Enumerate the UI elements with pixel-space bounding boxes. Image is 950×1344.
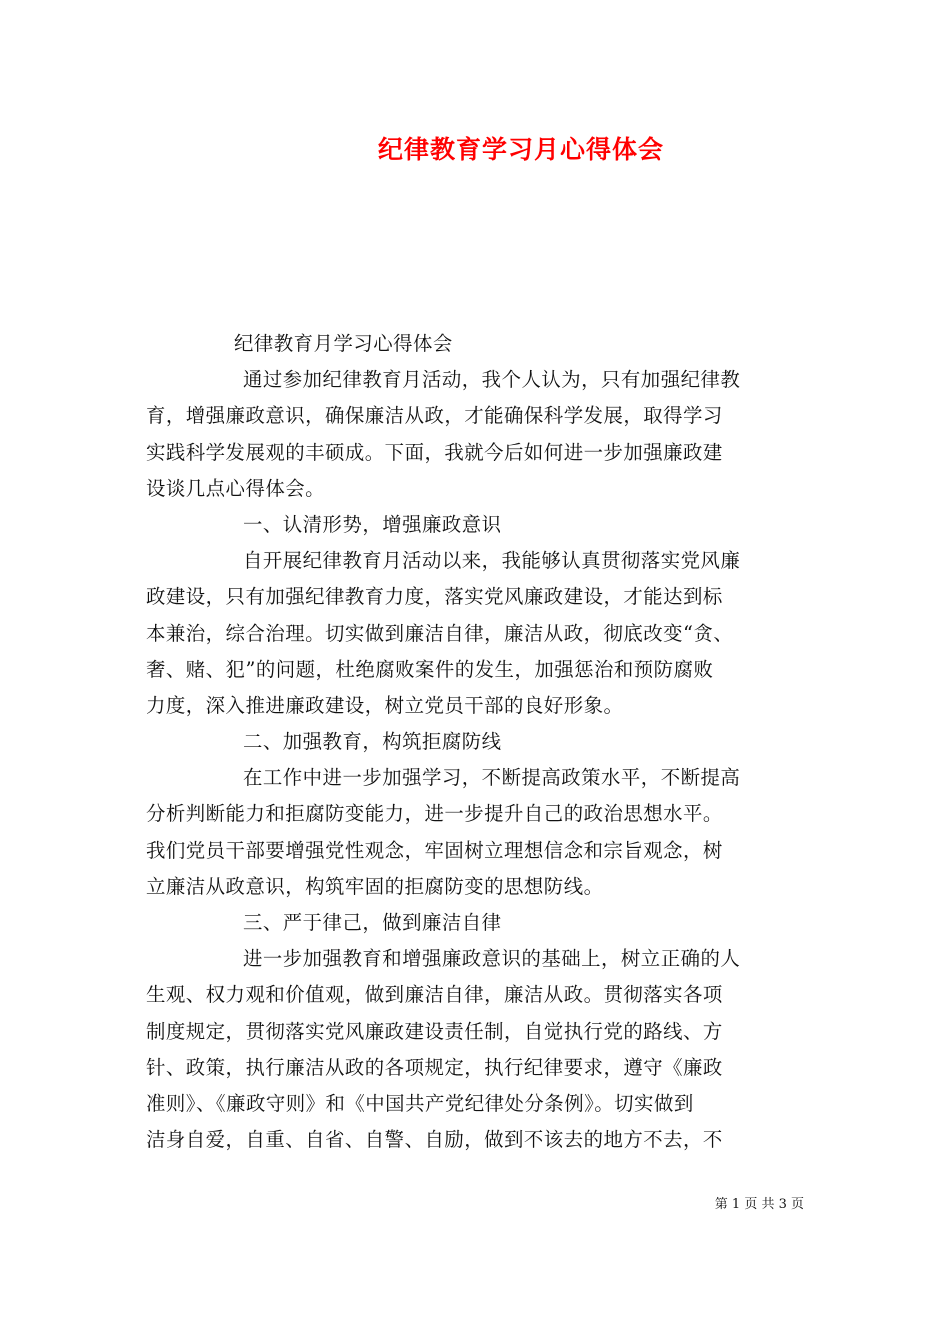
paragraph-line: 力度，深入推进廉政建设，树立党员干部的良好形象。 [146, 693, 624, 717]
paragraph-line: 进一步加强教育和增强廉政意识的基础上，树立正确的人 [243, 947, 741, 971]
paragraph-line: 通过参加纪律教育月活动，我个人认为，只有加强纪律教 [243, 368, 741, 392]
paragraph-line: 我们党员干部要增强党性观念，牢固树立理想信念和宗旨观念，树 [146, 838, 723, 862]
paragraph-line: 政建设，只有加强纪律教育力度，落实党风廉政建设，才能达到标 [146, 585, 723, 609]
document-title: 纪律教育学习月心得体会 [377, 135, 664, 164]
paragraph-line: 在工作中进一步加强学习，不断提高政策水平，不断提高 [243, 766, 741, 790]
paragraph-line: 洁身自爱，自重、自省、自警、自励，做到不该去的地方不去，不 [146, 1128, 723, 1152]
paragraph-line: 立廉洁从政意识，构筑牢固的拒腐防变的思想防线。 [146, 874, 604, 898]
section-heading: 二、加强教育，构筑拒腐防线 [243, 730, 502, 754]
paragraph-line: 设谈几点心得体会。 [146, 476, 326, 500]
section-heading: 一、认清形势，增强廉政意识 [243, 512, 502, 536]
section-heading: 三、严于律己，做到廉洁自律 [243, 911, 502, 934]
paragraph-line: 奢、赌、犯”的问题，杜绝腐败案件的发生，加强惩治和预防腐败 [146, 657, 714, 681]
paragraph-line: 准则》、《廉政守则》和《中国共产党纪律处分条例》。切实做到 [146, 1091, 694, 1115]
page-number-footer: 第 1 页 共 3 页 [714, 1197, 804, 1212]
paragraph-line: 分析判断能力和拒腐防变能力，进一步提升自己的政治思想水平。 [146, 802, 723, 826]
document-subtitle: 纪律教育月学习心得体会 [234, 332, 453, 355]
document-body [146, 326, 806, 1158]
paragraph-line: 自开展纪律教育月活动以来，我能够认真贯彻落实党风廉 [243, 549, 741, 573]
paragraph-line: 本兼治，综合治理。切实做到廉洁自律，廉洁从政，彻底改变“贪、 [146, 621, 734, 645]
paragraph-line: 针、政策，执行廉洁从政的各项规定，执行纪律要求，遵守《廉政 [146, 1055, 723, 1079]
paragraph-line: 生观、权力观和价值观，做到廉洁自律，廉洁从政。贯彻落实各项 [146, 983, 723, 1007]
paragraph-line: 实践科学发展观的丰硕成。下面，我就今后如何进一步加强廉政建 [146, 440, 723, 464]
paragraph-line: 制度规定，贯彻落实党风廉政建设责任制，自觉执行党的路线、方 [146, 1019, 723, 1043]
paragraph-line: 育，增强廉政意识，确保廉洁从政，才能确保科学发展，取得学习 [146, 404, 723, 428]
